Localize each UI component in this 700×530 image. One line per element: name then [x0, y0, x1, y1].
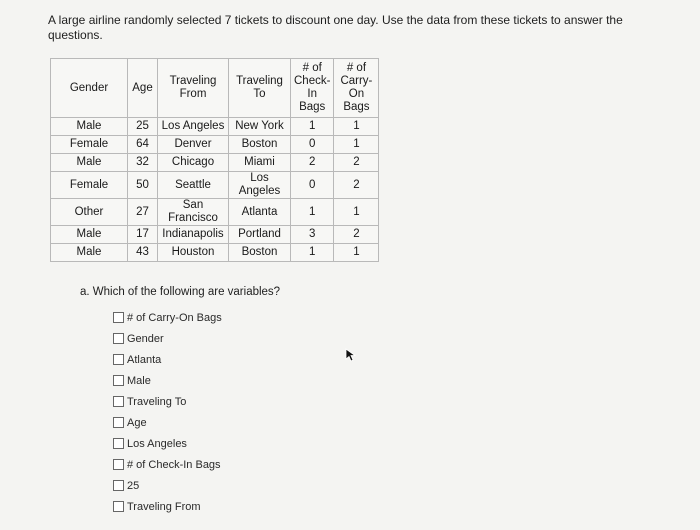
table-cell: 1 — [334, 244, 379, 262]
table-cell: Male — [51, 244, 128, 262]
question-text: a. Which of the following are variables? — [80, 286, 281, 298]
mouse-cursor-icon — [345, 348, 357, 362]
checkbox[interactable] — [113, 459, 124, 470]
option-los-angeles[interactable] — [113, 433, 222, 454]
table-cell: 27 — [128, 199, 158, 226]
table-cell: Boston — [229, 244, 291, 262]
table-cell: Other — [51, 199, 128, 226]
option-25[interactable] — [113, 475, 222, 496]
option-traveling-to[interactable] — [113, 391, 222, 412]
checkbox[interactable] — [113, 333, 124, 344]
table-cell: New York — [229, 118, 291, 136]
table-cell: Chicago — [158, 154, 229, 172]
ticket-table — [50, 58, 379, 262]
option-male[interactable] — [113, 370, 222, 391]
table-cell: San Francisco — [158, 199, 229, 226]
header-gender: Gender — [51, 59, 128, 118]
option-traveling-from[interactable] — [113, 496, 222, 517]
table-cell: Los Angeles — [229, 172, 291, 199]
table-cell: 64 — [128, 136, 158, 154]
header-traveling-from: Traveling From — [158, 59, 229, 118]
table-row — [51, 172, 379, 199]
header-carry-on-bags: # of Carry-On Bags — [334, 59, 379, 118]
table-cell: 2 — [334, 172, 379, 199]
table-row — [51, 226, 379, 244]
table-row — [51, 136, 379, 154]
header-check-in-bags: # of Check-In Bags — [291, 59, 334, 118]
header-age: Age — [128, 59, 158, 118]
table-cell: Indianapolis — [158, 226, 229, 244]
option-atlanta[interactable] — [113, 349, 222, 370]
table-cell: Male — [51, 118, 128, 136]
option-label: Gender — [127, 332, 164, 345]
table-cell: Miami — [229, 154, 291, 172]
table-cell: Male — [51, 154, 128, 172]
checkbox[interactable] — [113, 501, 124, 512]
table-row — [51, 244, 379, 262]
table-cell: Female — [51, 172, 128, 199]
table-cell: 32 — [128, 154, 158, 172]
header-traveling-to: Traveling To — [229, 59, 291, 118]
table-cell: Houston — [158, 244, 229, 262]
option-label: Traveling To — [127, 395, 187, 408]
table-cell: 1 — [334, 118, 379, 136]
option-gender[interactable] — [113, 328, 222, 349]
table-cell: Male — [51, 226, 128, 244]
option-age[interactable] — [113, 412, 222, 433]
table-cell: Denver — [158, 136, 229, 154]
table-cell: Atlanta — [229, 199, 291, 226]
table-cell: Boston — [229, 136, 291, 154]
table-cell: Portland — [229, 226, 291, 244]
table-cell: 25 — [128, 118, 158, 136]
table-cell: 50 — [128, 172, 158, 199]
table-cell: 43 — [128, 244, 158, 262]
table-header-row — [51, 59, 379, 118]
checkbox[interactable] — [113, 312, 124, 323]
table-cell: 1 — [291, 118, 334, 136]
option-carry-on-bags[interactable] — [113, 307, 222, 328]
table-cell: 1 — [291, 244, 334, 262]
option-label: Traveling From — [127, 500, 201, 513]
table-cell: 1 — [334, 199, 379, 226]
table-cell: Female — [51, 136, 128, 154]
options-list — [113, 307, 222, 517]
table-row — [51, 118, 379, 136]
table-cell: 2 — [334, 226, 379, 244]
table-cell: 1 — [291, 199, 334, 226]
table-cell: 3 — [291, 226, 334, 244]
table-cell: Seattle — [158, 172, 229, 199]
option-label: Los Angeles — [127, 437, 187, 450]
option-label: Male — [127, 374, 151, 387]
checkbox[interactable] — [113, 480, 124, 491]
table-cell: 17 — [128, 226, 158, 244]
table-cell: 0 — [291, 172, 334, 199]
table-cell: 2 — [291, 154, 334, 172]
table-cell: 1 — [334, 136, 379, 154]
table-cell: 2 — [334, 154, 379, 172]
option-label: # of Carry-On Bags — [127, 311, 222, 324]
checkbox[interactable] — [113, 354, 124, 365]
intro-text: A large airline randomly selected 7 tickets to discount one day. Use the data from these tickets to answer the questions. — [48, 13, 623, 42]
checkbox[interactable] — [113, 375, 124, 386]
table-cell: 0 — [291, 136, 334, 154]
table-row — [51, 199, 379, 226]
table-row — [51, 154, 379, 172]
option-label: 25 — [127, 479, 140, 492]
checkbox[interactable] — [113, 438, 124, 449]
checkbox[interactable] — [113, 396, 124, 407]
option-check-in-bags[interactable] — [113, 454, 222, 475]
table-cell: Los Angeles — [158, 118, 229, 136]
option-label: # of Check-In Bags — [127, 458, 221, 471]
option-label: Age — [127, 416, 147, 429]
checkbox[interactable] — [113, 417, 124, 428]
option-label: Atlanta — [127, 353, 162, 366]
